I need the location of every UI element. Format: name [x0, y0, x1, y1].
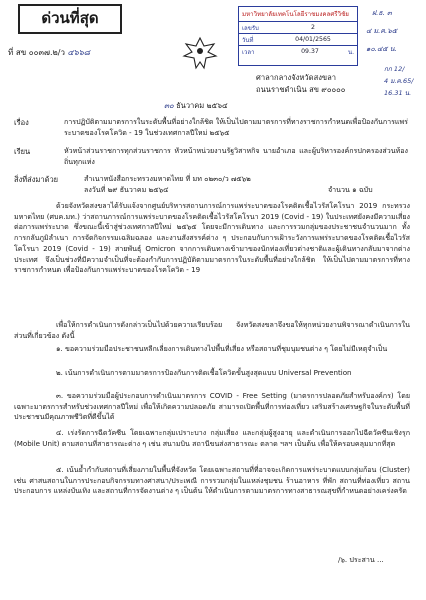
receipt-stamp-row-number: เลขรับ 2 — [239, 22, 357, 34]
paragraph-request: เพื่อให้การดำเนินการดังกล่าวเป็นไปด้วยความเรียบร้อย จังหวัดสงขลาจึงขอให้ทุกหน่วยงานพิจารณาดำเนินการในส่วนที่เกี่ยวข้อง ดังนี้ — [14, 320, 410, 340]
handwritten-note-2: ๔ ม.ค.๖๕ — [366, 27, 398, 35]
subject-text: การปฏิบัติตามมาตรการในระดับพื้นที่อย่างใกล้ชิด ให้เป็นไปตามมาตรการที่ทางราชการกำหนดเพื่อป้องกันการแพร่ระบาดของโรคโควิด - 19 ในช่วงเทศกาลปีใหม่ ๒๕๖๕ — [64, 117, 408, 137]
receipt-stamp-title: มหาวิทยาลัยเทคโนโลยีราชมงคลศรีวิชัย — [239, 7, 357, 22]
subject-label: เรื่อง — [14, 118, 29, 127]
paragraph-item-4: ๔. เร่งรัดการฉีดวัคซีน โดยเฉพาะกลุ่มเปราะบาง กลุ่มเสี่ยง และกลุ่มผู้สูงอายุ และดำเนินการออกไปฉีดวัคซีนเชิงรุก (Mobile Unit) ตามสถานที่สาธารณะต่าง ๆ เช่น สนามบิน สถานีขนส่งสาธารณะ ตลาด ฯลฯ เป็นต้น เพื่อให้ครอบคลุมมากที่สุด — [14, 428, 410, 448]
handwritten-note-4: กก 12/ — [384, 65, 405, 73]
paragraph-intro: ด้วยจังหวัดสงขลาได้รับแจ้งจากศูนย์บริหารสถานการณ์การแพร่ระบาดของโรคติดเชื้อไวรัสโคโรนา 2019 กระทรวงมหาดไทย (ศบค.มท.) ว่าสถานการณ์การแพร่ระบาดของโรคติดเชื้อไวรัสโคโรนา 2019 (Covid - 19) ในประเทศยังคงมีความเสี่ยงต่อการแพร่ระบาด ซึ่งขณะนี้เข้าสู่ช่วงเทศกาลปีใหม่ ๒๕๖๕ โดยจะมีการเดินทาง และการรวมกลุ่มของประชาชนจำนวนมาก ทั้งการกลับภูมิลำเนา การจัดกิจกรรมเฉลิมฉลอง และงานสังสรรค์ต่าง ๆ ประกอบกับการเฝ้าระวังการแพร่ระบาดของโรคติดเชื้อไวรัสโคโรนา 2019 (Covid - 19) สายพันธุ์ Omicron จากการเดินทางเข้ามาของนักท่องเที่ยวต่างชาติและผู้เดินทางกลับมาจากต่างประเทศ จึงเป็นช่วงที่มีความจำเป็นที่จะต้องกำกับการปฏิบัติตามมาตรการในระดับพื้นที่อย่างใกล้ชิด ให้เป็นไปตามมาตรการที่ทางราชการกำหนด เพื่อป้องกันการแพร่ระบาดของโรคโควิด - 19 — [14, 201, 410, 275]
paragraph-item-1: ๑. ขอความร่วมมือประชาชนหลีกเลี่ยงการเดินทางไปพื้นที่เสี่ยง หรือสถานที่ชุมนุมชนต่าง ๆ โดยไม่มีเหตุจำเป็น — [56, 344, 388, 353]
handwritten-note-5: 4 ม.ค.65/ — [384, 77, 414, 85]
urgency-label: ด่วนที่สุด — [18, 4, 122, 34]
document-date — [164, 100, 228, 112]
paragraph-item-3: ๓. ขอความร่วมมือผู้ประกอบการดำเนินมาตรการ COVID - Free Setting (มาตรการปลอดภัยสำหรับองค์กร) โดยเฉพาะมาตรการสำหรับช่วงเทศกาลปีใหม่ เพื่อให้เกิดความปลอดภัย สามารถเปิดพื้นที่การท่องเที่ยว เสริมสร้างเศรษฐกิจในระดับพื้นที่ ประชาชนมีคุณภาพชีวิตที่ดีขึ้นได้ — [14, 391, 410, 422]
document-number-prefix: ที่ สข ๐๐๓๗.๒/ว — [8, 48, 65, 57]
document-number-handwritten: ๔๖๖๘ — [67, 48, 90, 57]
garuda-emblem-icon — [180, 36, 220, 72]
attachment-date: ลงวันที่ ๒๙ ธันวาคม ๒๕๖๔ — [84, 185, 169, 194]
addressee-label: เรียน — [14, 147, 31, 156]
document-date-handwritten: ๓๐ — [164, 101, 174, 110]
office-address-block — [256, 72, 345, 96]
receipt-stamp-row-date: วันที่ 04/01/2565 — [239, 34, 357, 46]
handwritten-note-3: ๑๐.๔๕ น. — [366, 45, 397, 53]
continuation-marker: /๖. ประสาน ... — [338, 555, 384, 564]
attachment-count: จำนวน ๑ ฉบับ — [328, 185, 373, 194]
office-address: ถนนราชดำเนิน สข ๙๐๐๐๐ — [256, 85, 346, 94]
paragraph-item-2: ๒. เน้นการดำเนินการตามมาตรการป้องกันการติดเชื้อโควิดขั้นสูงสุดแบบ Universal Prevention — [56, 368, 352, 377]
document-date-rest: ธันวาคม ๒๕๖๔ — [176, 101, 228, 110]
document-number — [8, 46, 90, 59]
office-name: ศาลากลางจังหวัดสงขลา — [256, 73, 337, 82]
receipt-stamp — [238, 6, 358, 66]
attachment-text: สำเนาหนังสือกระทรวงมหาดไทย ที่ มท ๐๒๓๐/ว ๗๕๖๒ — [84, 174, 251, 183]
paragraph-item-5: ๕. เน้นย้ำกำกับสถานที่เสี่ยงภายในพื้นที่จังหวัด โดยเฉพาะสถานที่ที่อาจจะเกิดการแพร่ระบาดแบบกลุ่มก้อน (Cluster) เช่น ศาสนสถานในการประกอบกิจกรรมทางศาสนา/ประเพณี การรวมกลุ่มในแหล่งชุมชน ร้านอาหาร ที่พัก สถานที่ท่องเที่ยว สถานประกอบการ แหล่งบันเทิง และสถานที่การจัดงานต่าง ๆ เป็นต้น ให้ดำเนินการตามมาตรการทางสาธารณสุขที่กำหนดอย่างเคร่งครัด — [14, 465, 410, 496]
attachment-label: สิ่งที่ส่งมาด้วย — [14, 175, 59, 184]
addressee-text: หัวหน้าส่วนราชการทุกส่วนราชการ หัวหน้าหน่วยงานรัฐวิสาหกิจ นายอำเภอ และผู้บริหารองค์กรปกครองส่วนท้องถิ่นทุกแห่ง — [64, 146, 408, 166]
handwritten-note-1: ฝ.ธ. ๓ — [372, 9, 392, 17]
handwritten-note-6: 16.31 น. — [384, 89, 412, 97]
receipt-stamp-row-time: เวลา 09.37 น. — [242, 48, 354, 56]
